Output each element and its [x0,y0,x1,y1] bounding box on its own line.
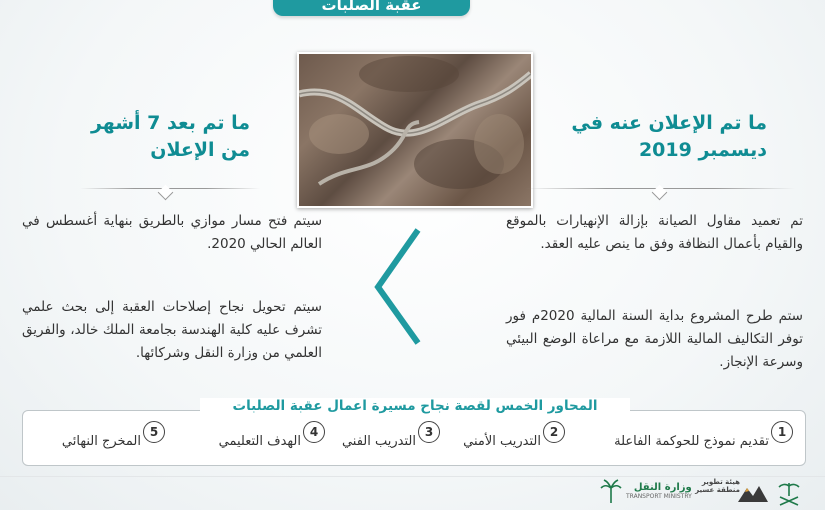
rock-highlight-1 [309,114,369,154]
asir-authority-logo: هيئة تطوير منطقة عسير [695,478,740,494]
left-paragraph-1: سيتم فتح مسار موازي بالطريق بنهاية أغسطس في العالم الحالي 2020. [22,213,322,252]
axis-label: التدريب الأمني [463,434,541,449]
axes-box [22,410,806,466]
rock-highlight-2 [474,114,524,174]
axis-number-badge: 3 [418,421,440,443]
left-separator [80,188,260,189]
road-aerial-photo [297,52,533,208]
axis-number-badge: 5 [143,421,165,443]
axis-label: المخرج النهائي [61,434,141,449]
axis-number-badge: 1 [771,421,793,443]
axes-title: المحاور الخمس لقصة نجاح مسيرة اعمال عقبة الصلبات [200,398,630,414]
axis-item-4 [219,426,325,449]
footer-divider [0,476,825,477]
mountains-icon [738,482,768,504]
transport-ministry-text: وزارة النقل TRANSPORT MINISTRY [626,481,692,500]
axis-item-1 [614,426,793,449]
palm-icon [600,478,622,504]
axis-label: تقديم نموذج للحوكمة الفاعلة [614,434,769,449]
after-7-months-heading: ما تم بعد 7 أشهر من الإعلان [90,112,250,161]
chevron-left-icon [370,225,430,345]
axis-number-badge: 4 [303,421,325,443]
announced-heading: ما تم الإعلان عنه في ديسمبر 2019 [571,112,767,161]
saudi-emblem-icon [775,480,803,508]
axis-item-2 [463,426,565,449]
right-paragraph-2: ستم طرح المشروع بداية السنة المالية 2020م فور توفر التكاليف المالية اللازمة مع مراعاة الوضع البيئي وسرعة الإنجاز. [506,308,803,370]
page-title: عقبة الصلبات [273,0,470,16]
rock-shadow-2 [359,56,459,92]
right-paragraph-1: تم تعميد مقاول الصيانة بإزالة الإنهيارات بالموقع والقيام بأعمال النظافة وفق ما ينص عليه العقد. [506,213,803,252]
axis-number-badge: 2 [543,421,565,443]
axis-label: الهدف التعليمي [218,434,301,449]
road-aerial-illustration [299,54,531,206]
right-separator [525,188,795,189]
left-paragraph-2: سيتم تحويل نجاح إصلاحات العقبة إلى بحث علمي تشرف عليه كلية الهندسة بجامعة الملك خالد، والفريق العلمي من وزارة النقل وشركائها. [22,299,322,361]
axis-item-5 [62,426,165,449]
axis-item-3 [342,426,440,449]
axis-label: التدريب الفني [341,434,416,449]
